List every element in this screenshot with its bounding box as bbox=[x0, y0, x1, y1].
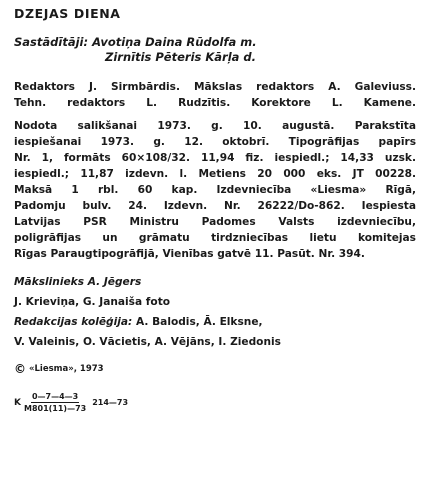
colophon-page bbox=[14, 6, 416, 413]
index-denominator: M801(11)—73 bbox=[23, 404, 87, 413]
copyright-symbol: © bbox=[14, 362, 26, 376]
photo-credit: J. Krieviņa, G. Janaiša foto bbox=[14, 296, 171, 308]
book-title: DZEJAS DIENA bbox=[14, 6, 121, 21]
compiler-name-2: Zirnītis Pēteris Kārļa d. bbox=[105, 50, 257, 64]
editorial-board-names-1: A. Balodis, Ā. Elksne, bbox=[135, 316, 263, 328]
details-line: poligrāfijas un grāmatu tirdzniecības lietu komitejas bbox=[14, 232, 416, 244]
details-line: Rīgas Paraugtipogrāfijā, Vienības gatvē 11. Pasūt. Nr. 394. bbox=[14, 248, 365, 260]
copyright-text: «Liesma», 1973 bbox=[29, 364, 104, 374]
details-line: iespiedl.; 11,87 izdevn. l. Metiens 20 000 eks. JT 00228. bbox=[14, 168, 416, 180]
details-line: Maksā 1 rbl. 60 kap. Izdevniecība «Liesma» Rīgā, bbox=[14, 184, 416, 196]
imprint-block bbox=[14, 79, 416, 262]
index-numerator: 0—7—4—3 bbox=[31, 392, 79, 401]
index-fraction bbox=[24, 392, 86, 413]
artist-credit bbox=[14, 274, 416, 290]
details-line: iespiešanai 1973. g. 12. oktobrī. Tipogrāfijas papīrs bbox=[14, 136, 416, 148]
details-line: Padomju bulv. 24. Izdevn. Nr. 26222/Do-862. Iespiesta bbox=[14, 200, 416, 212]
editors-line: Redaktors J. Sirmbārdis. Mākslas redaktors A. Galeviuss. bbox=[14, 81, 416, 93]
compilers-label: Sastādītāji: bbox=[14, 35, 89, 49]
editors-paragraph bbox=[14, 79, 416, 111]
details-line: Nr. 1, formāts 60×108/32. 11,94 fiz. iespiedl.; 14,33 uzsk. bbox=[14, 152, 416, 164]
editorial-board-names-2: V. Valeinis, O. Vācietis, A. Vējāns, I. Ziedonis bbox=[14, 336, 281, 348]
editorial-board-line-1 bbox=[14, 314, 416, 330]
details-line: Latvijas PSR Ministru Padomes Valsts izdevniecību, bbox=[14, 216, 416, 228]
publication-details-paragraph bbox=[14, 118, 416, 262]
index-suffix: 214—73 bbox=[92, 398, 129, 407]
credits-block bbox=[14, 274, 416, 350]
details-line: Nodota salikšanai 1973. g. 10. augustā. Parakstīta bbox=[14, 120, 416, 132]
artist-label: Mākslinieks bbox=[14, 276, 85, 288]
compilers-line-1 bbox=[14, 35, 416, 50]
compiler-name-1: Avotiņa Daina Rūdolfa m. bbox=[92, 35, 257, 49]
compilers-block bbox=[14, 35, 416, 65]
copyright-line bbox=[14, 362, 416, 376]
editors-line: Tehn. redaktors L. Rudzītis. Korektore L. Kamene. bbox=[14, 97, 416, 109]
artist-name: A. Jēgers bbox=[87, 276, 142, 288]
editorial-board-label: Redakcijas kolēģija: bbox=[14, 316, 133, 328]
catalog-index bbox=[14, 392, 416, 413]
index-prefix: K bbox=[14, 397, 21, 408]
